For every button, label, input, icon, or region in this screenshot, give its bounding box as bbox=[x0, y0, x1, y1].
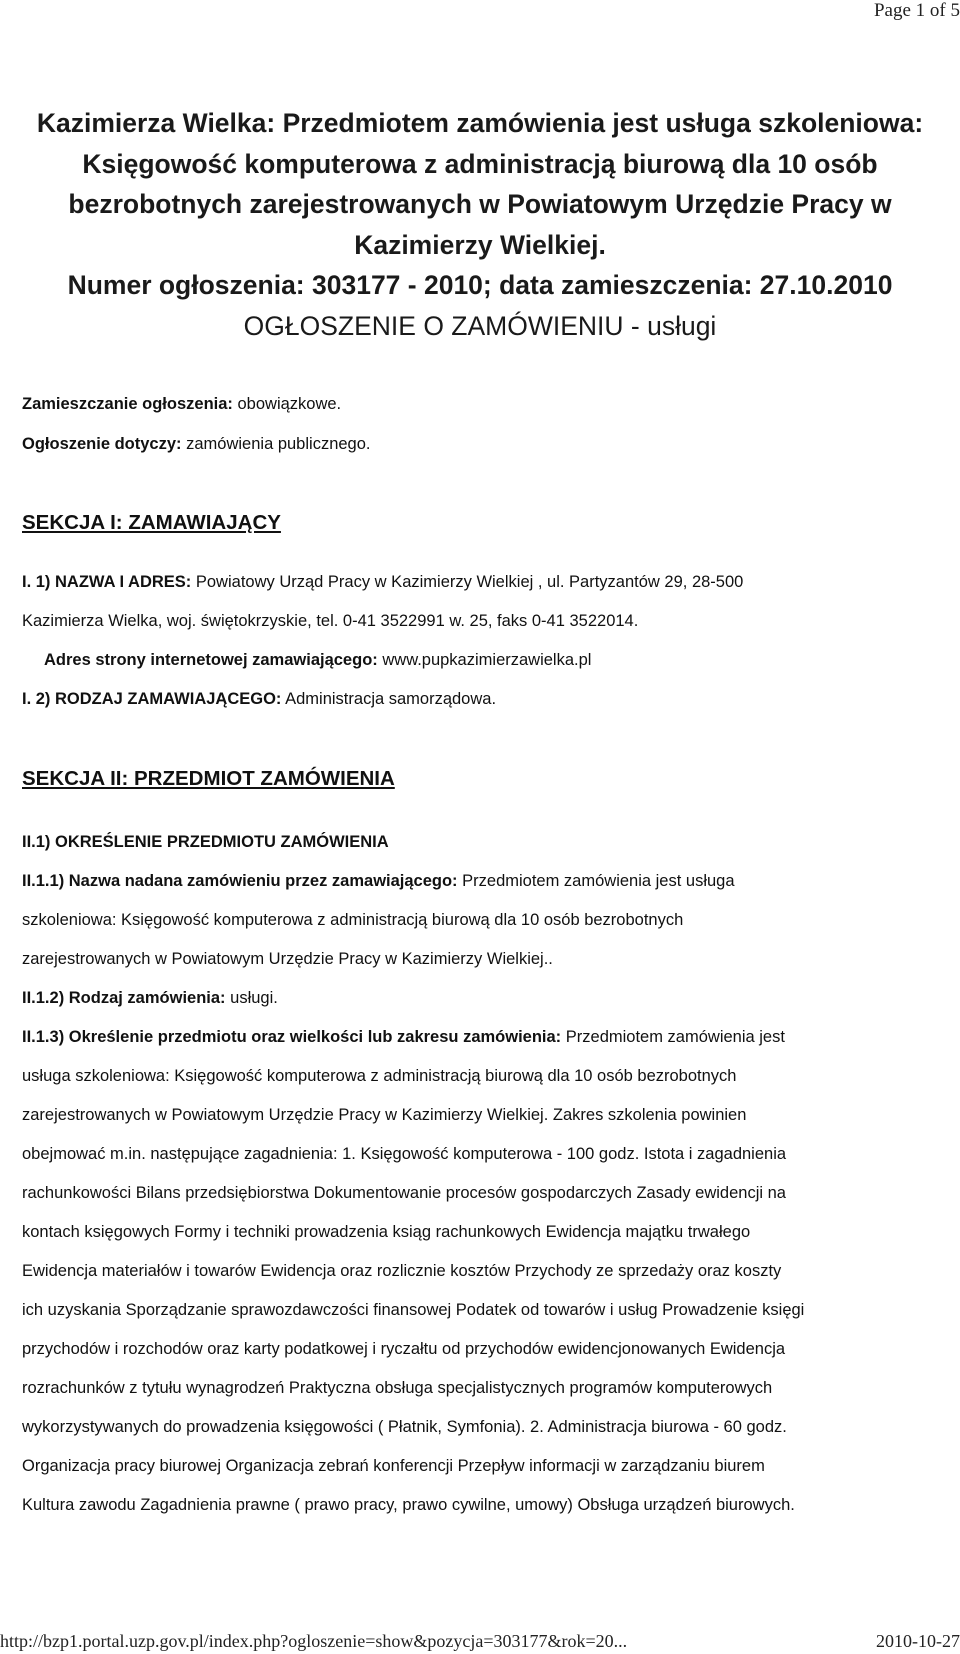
placement-value: obowiązkowe. bbox=[237, 395, 342, 413]
scope-text-line: Ewidencja materiałów i towarów Ewidencja oraz rozlicznie kosztów Przychody ze sprzedaży oraz koszty bbox=[22, 1262, 782, 1280]
placement-line bbox=[22, 395, 341, 414]
page-number: Page 1 of 5 bbox=[873, 0, 960, 21]
scope-text-line: Kultura zawodu Zagadnienia prawne ( prawo pracy, prawo cywilne, umowy) Obsługa urządzeń biurowych. bbox=[22, 1496, 795, 1514]
order-name-value: Przedmiotem zamówienia jest usługa bbox=[462, 872, 735, 890]
scope-text-line: ich uzyskania Sporządzanie sprawozdawczości finansowej Podatek od towarów i usług Prowadzenie księgi bbox=[22, 1301, 805, 1319]
title-line: bezrobotnych zarejestrowanych w Powiatowym Urzędzie Pracy w bbox=[68, 189, 892, 219]
website-link[interactable]: www.pupkazimierzawielka.pl bbox=[382, 651, 592, 669]
scope-text-line: przychodów i rozchodów oraz karty podatkowej i ryczałtu od przychodów ewidencjonowanych Ewidencja bbox=[22, 1340, 786, 1358]
order-name-continuation: szkoleniowa: Księgowość komputerowa z administracją biurową dla 10 osób bezrobotnych bbox=[22, 911, 684, 929]
order-name-line bbox=[22, 862, 952, 901]
address-line-2: Kazimierza Wielka, woj. świętokrzyskie, tel. 0-41 3522991 w. 25, faks 0-41 3522014. bbox=[22, 612, 639, 630]
website-label: Adres strony internetowej zamawiającego: bbox=[44, 651, 378, 669]
scope-text-line: wykorzystywanych do prowadzenia księgowości ( Płatnik, Symfonia). 2. Administracja biurowa - 60 godz. bbox=[22, 1418, 787, 1436]
name-address-line bbox=[22, 573, 743, 592]
section-2-heading: SEKCJA II: PRZEDMIOT ZAMÓWIENIA bbox=[22, 767, 395, 790]
order-name-continuation: zarejestrowanych w Powiatowym Urzędzie Pracy w Kazimierzy Wielkiej.. bbox=[22, 950, 553, 968]
scope-value: Przedmiotem zamówienia jest bbox=[565, 1028, 785, 1046]
scope-text-line: usługa szkoleniowa: Księgowość komputerowa z administracją biurową dla 10 osób bezrobotnych bbox=[22, 1067, 737, 1085]
contracting-type-label: I. 2) RODZAJ ZAMAWIAJĄCEGO: bbox=[22, 690, 282, 708]
contracting-type-line bbox=[22, 690, 496, 709]
scope-line bbox=[22, 1018, 952, 1057]
notice-type-line: OGŁOSZENIE O ZAMÓWIENIU - usługi bbox=[243, 310, 717, 341]
footer-date: 2010-10-27 bbox=[876, 1631, 960, 1651]
order-kind-label: II.1.2) Rodzaj zamówienia: bbox=[22, 989, 226, 1007]
name-address-label: I. 1) NAZWA I ADRES: bbox=[22, 573, 192, 591]
title-line: Kazimierza Wielka: Przedmiotem zamówienia jest usługa szkoleniowa: bbox=[36, 108, 924, 138]
order-kind-line bbox=[22, 979, 952, 1018]
scope-text-line: kontach księgowych Formy i techniki prowadzenia ksiąg rachunkowych Ewidencja majątku trwałego bbox=[22, 1223, 751, 1241]
contracting-type-value: Administracja samorządowa. bbox=[285, 690, 497, 708]
placement-label: Zamieszczanie ogłoszenia: bbox=[22, 395, 233, 413]
notice-number-line: Numer ogłoszenia: 303177 - 2010; data zamieszczenia: 27.10.2010 bbox=[67, 270, 893, 300]
concerns-line bbox=[22, 435, 371, 454]
scope-text-line: Organizacja pracy biurowej Organizacja zebrań konferencji Przepływ informacji w zarządzaniu biurem bbox=[22, 1457, 765, 1475]
order-kind-value: usługi. bbox=[230, 989, 278, 1007]
section-1-heading: SEKCJA I: ZAMAWIAJĄCY bbox=[22, 511, 281, 534]
scope-text-line: obejmować m.in. następujące zagadnienia: 1. Księgowość komputerowa - 100 godz. Istota i zagadnienia bbox=[22, 1145, 787, 1163]
concerns-label: Ogłoszenie dotyczy: bbox=[22, 435, 182, 453]
order-name-label: II.1.1) Nazwa nadana zamówieniu przez zamawiającego: bbox=[22, 872, 458, 890]
website-line bbox=[44, 651, 591, 670]
subject-subheading: II.1) OKREŚLENIE PRZEDMIOTU ZAMÓWIENIA bbox=[22, 833, 389, 851]
title-line: Kazimierzy Wielkiej. bbox=[354, 229, 606, 260]
section-2-body bbox=[22, 862, 952, 1525]
scope-text-line: rozrachunków z tytułu wynagrodzeń Praktyczna obsługa specjalistycznych programów komputerowych bbox=[22, 1379, 773, 1397]
name-address-value: Powiatowy Urząd Pracy w Kazimierzy Wielkiej , ul. Partyzantów 29, 28-500 bbox=[195, 573, 744, 591]
scope-text-line: rachunkowości Bilans przedsiębiorstwa Dokumentowanie procesów gospodarczych Zasady ewidencji na bbox=[22, 1184, 786, 1202]
scope-text-line: zarejestrowanych w Powiatowym Urzędzie Pracy w Kazimierzy Wielkiej. Zakres szkolenia powinien bbox=[22, 1106, 747, 1124]
footer-url[interactable]: http://bzp1.portal.uzp.gov.pl/index.php?ogloszenie=show&pozycja=303177&rok=20... bbox=[0, 1631, 628, 1651]
concerns-value: zamówienia publicznego. bbox=[186, 435, 371, 453]
notice-title bbox=[20, 103, 940, 346]
title-line: Księgowość komputerowa z administracją biurową dla 10 osób bbox=[82, 148, 878, 179]
scope-label: II.1.3) Określenie przedmiotu oraz wielkości lub zakresu zamówienia: bbox=[22, 1028, 562, 1046]
